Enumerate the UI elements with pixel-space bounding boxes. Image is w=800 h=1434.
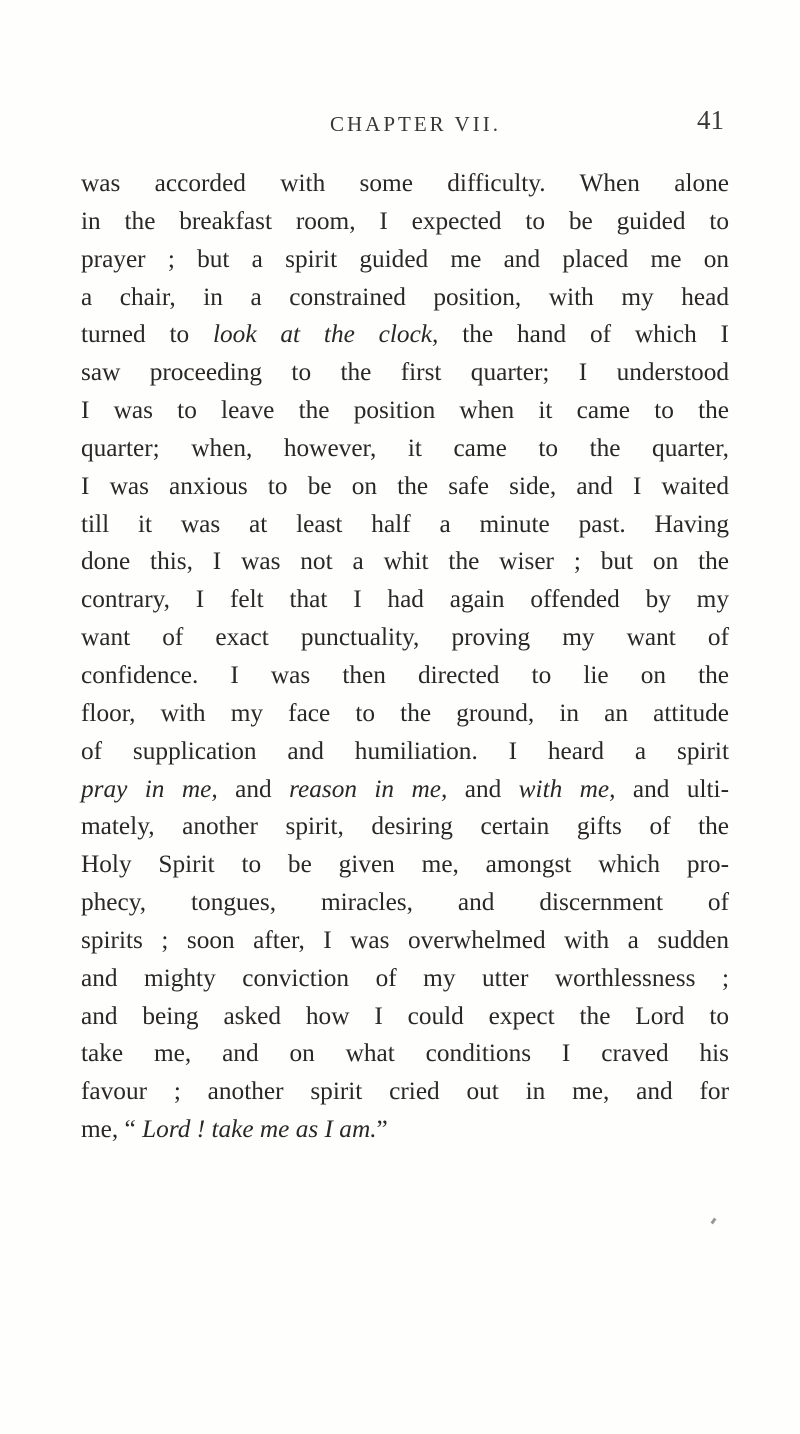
italic-text: pray in me,	[81, 774, 218, 803]
text-line	[81, 506, 729, 544]
text-line	[81, 1073, 729, 1111]
page-number: 41	[697, 105, 724, 135]
text-line	[81, 619, 729, 657]
text-segment: want of exact punctuality, proving my want of	[81, 623, 729, 652]
text-line	[81, 657, 729, 695]
text-segment: of supplication and humiliation. I heard a spirit	[81, 736, 729, 765]
text-segment: turned to	[81, 320, 213, 349]
text-segment: spirits ; soon after, I was overwhelmed with a sudden	[81, 925, 729, 954]
text-line	[81, 279, 729, 317]
text-segment: ”	[376, 1115, 388, 1144]
running-head: CHAPTER VII.	[330, 112, 501, 136]
text-segment: floor, with my face to the ground, in an attitude	[81, 698, 729, 727]
stray-mark	[711, 1218, 717, 1225]
text-segment: me, “	[81, 1115, 143, 1144]
text-segment: confidence. I was then directed to lie on the	[81, 660, 729, 689]
text-line	[81, 695, 729, 733]
italic-text: reason in me,	[289, 774, 448, 803]
text-segment: favour ; another spirit cried out in me, and for	[81, 1077, 729, 1106]
text-segment: and being asked how I could expect the Lord to	[81, 1001, 729, 1030]
text-line	[81, 581, 729, 619]
text-line	[81, 392, 729, 430]
body-text	[81, 165, 729, 1149]
text-line	[81, 430, 729, 468]
text-segment: done this, I was not a whit the wiser ; but on the	[81, 547, 729, 576]
text-line	[81, 203, 729, 241]
text-segment: till it was at least half a minute past. Having	[81, 509, 729, 538]
italic-text: look at the clock,	[213, 320, 439, 349]
text-segment: the hand of which I	[438, 320, 729, 349]
text-segment: a chair, in a constrained position, with my head	[81, 282, 729, 311]
text-segment: and ulti-	[615, 774, 729, 803]
text-segment: Holy Spirit to be given me, amongst which pro-	[81, 850, 729, 879]
text-line	[81, 733, 729, 771]
text-segment: I was to leave the position when it came to the	[81, 396, 729, 425]
text-line	[81, 354, 729, 392]
text-line	[81, 543, 729, 581]
italic-text: with me,	[518, 774, 616, 803]
text-segment: contrary, I felt that I had again offended by my	[81, 585, 729, 614]
text-segment: phecy, tongues, miracles, and discernment of	[81, 888, 729, 917]
text-segment: quarter; when, however, it came to the quarter,	[81, 433, 729, 462]
text-line	[81, 960, 729, 998]
text-segment: in the breakfast room, I expected to be guided to	[81, 206, 729, 235]
text-segment: was accorded with some difficulty. When alone	[81, 169, 729, 197]
text-line	[81, 468, 729, 506]
italic-text: Lord ! take me as I am.	[142, 1115, 377, 1144]
text-segment: mately, another spirit, desiring certain gifts of the	[81, 812, 729, 841]
text-segment: I was anxious to be on the safe side, and I waited	[81, 471, 729, 500]
text-line	[81, 771, 729, 809]
text-segment: and mighty conviction of my utter worthlessness ;	[81, 963, 729, 992]
text-line	[81, 884, 729, 922]
text-segment: saw proceeding to the first quarter; I understood	[81, 358, 729, 387]
text-line	[81, 922, 729, 960]
text-segment: prayer ; but a spirit guided me and placed me on	[81, 244, 729, 273]
text-line	[81, 998, 729, 1036]
text-segment: take me, and on what conditions I craved his	[81, 1039, 729, 1068]
text-segment: and	[447, 774, 519, 803]
text-line	[81, 316, 729, 354]
text-line	[81, 165, 729, 203]
text-line	[81, 1035, 729, 1073]
text-segment: and	[217, 774, 290, 803]
text-line	[81, 846, 729, 884]
text-line	[81, 241, 729, 279]
text-line	[81, 808, 729, 846]
text-line	[81, 1111, 729, 1149]
